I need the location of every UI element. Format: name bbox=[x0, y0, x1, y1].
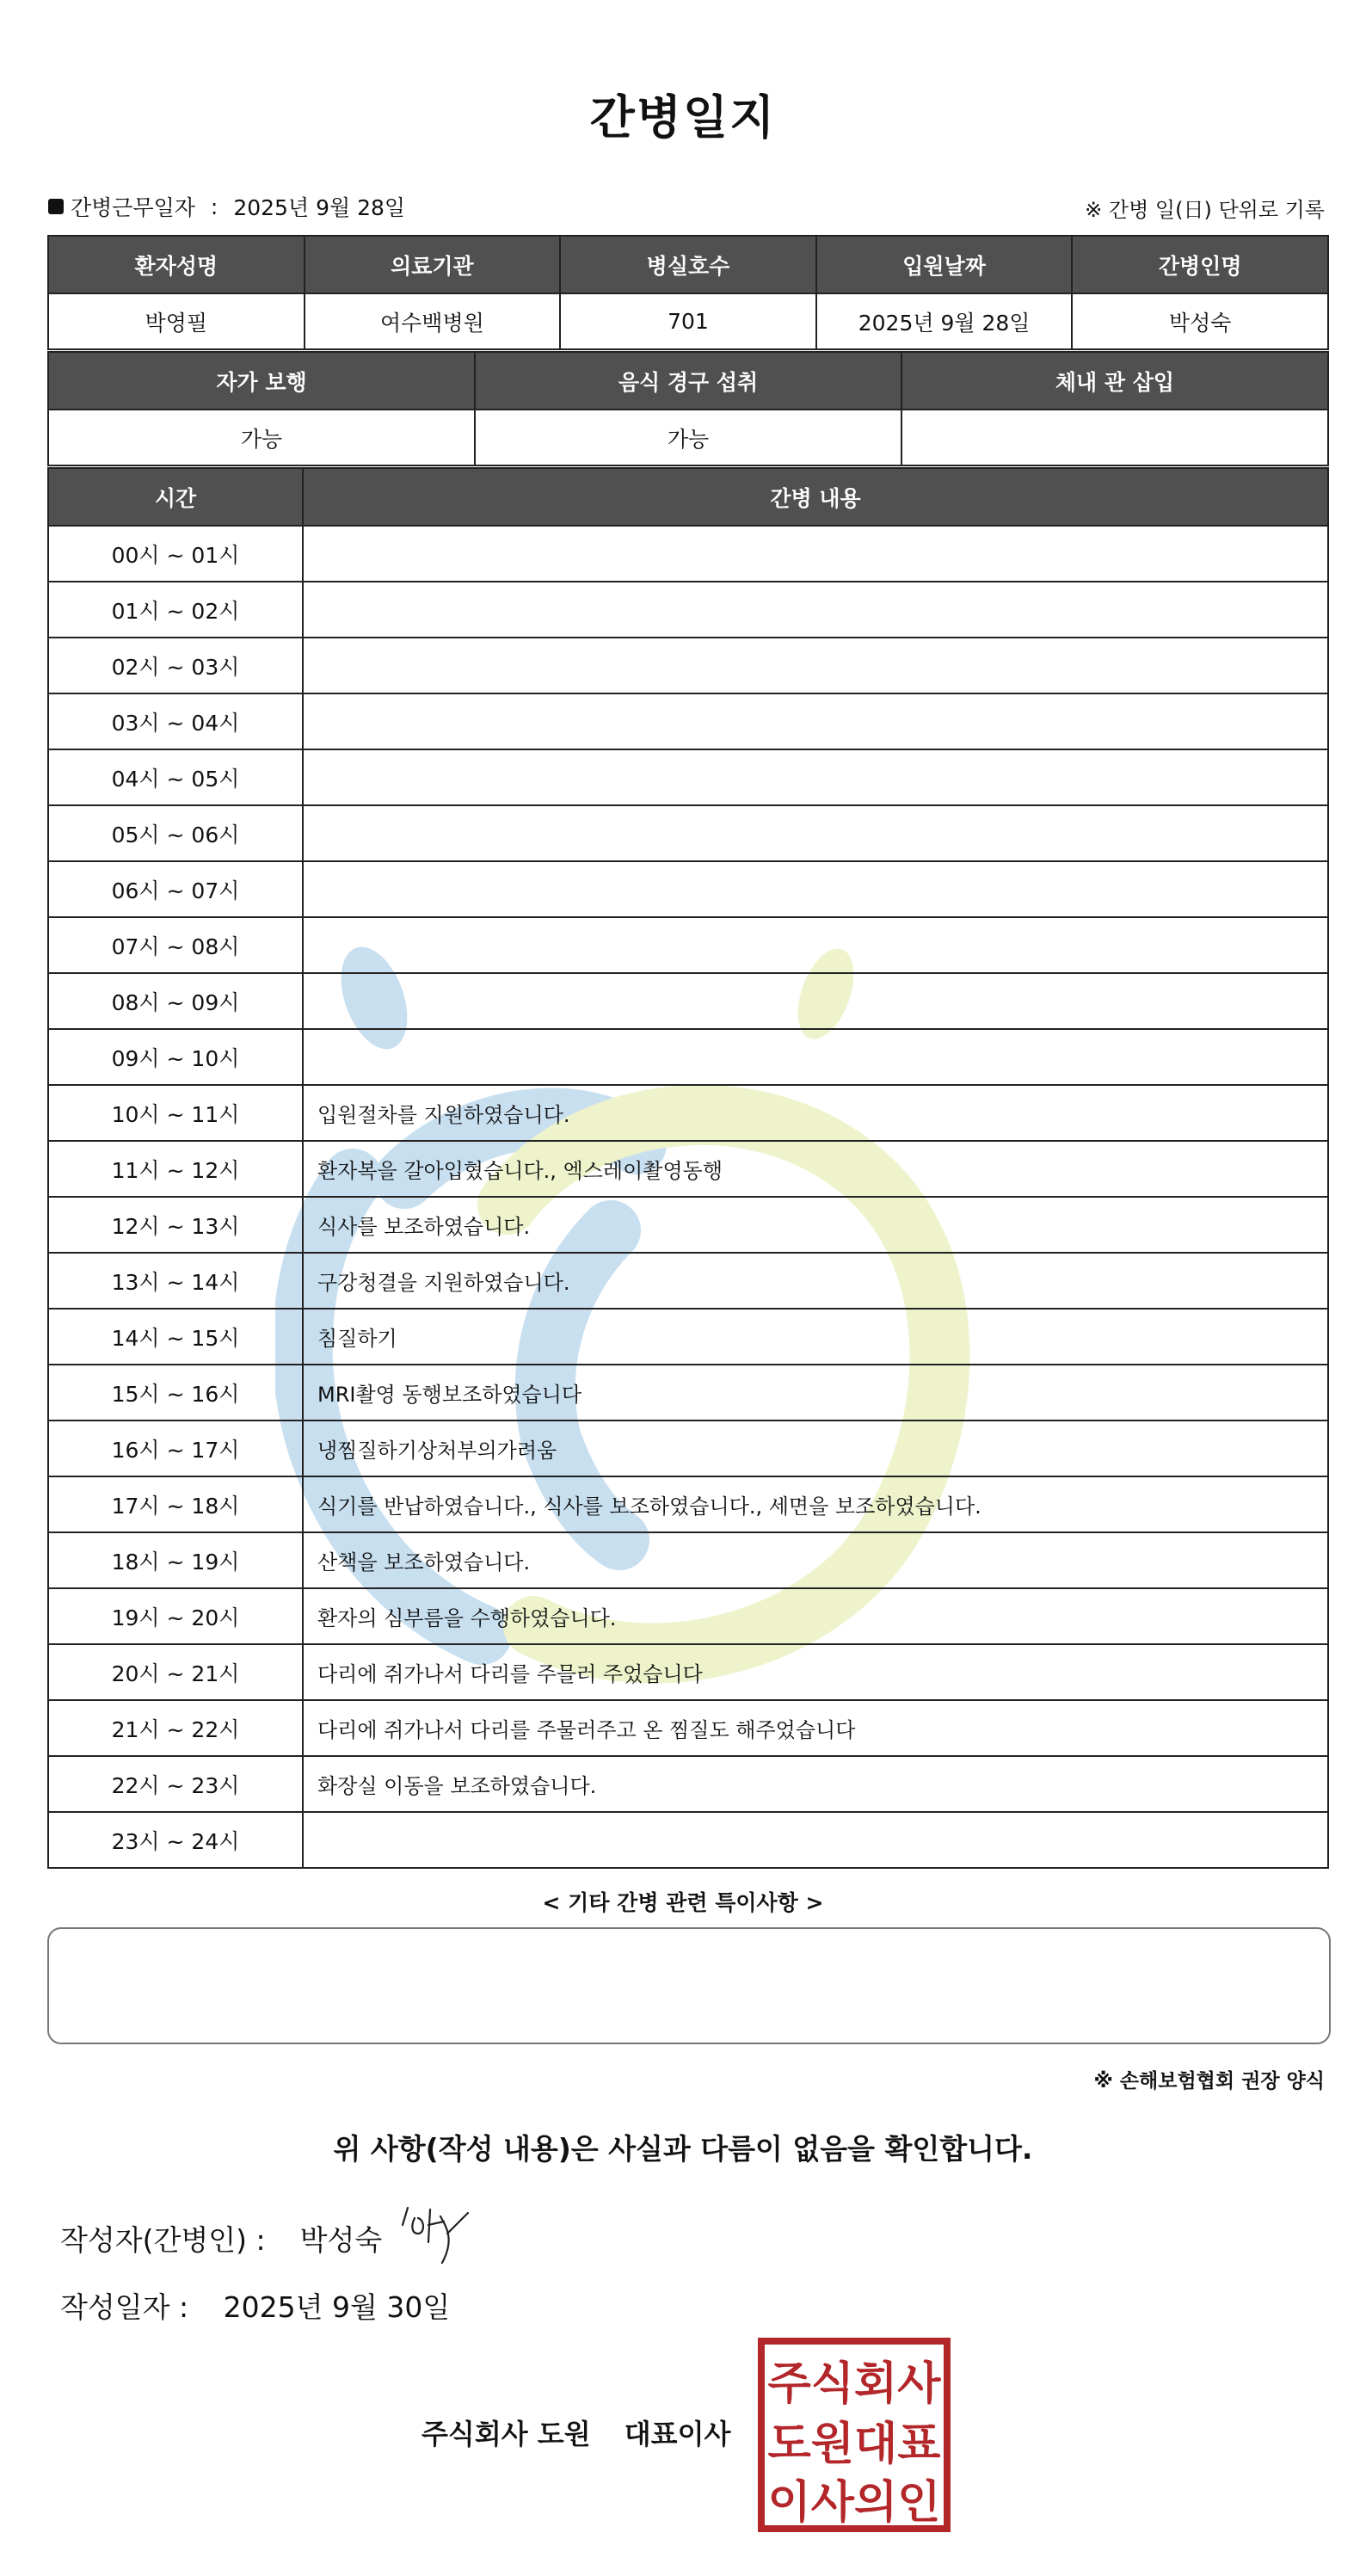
log-content: 산책을 보조하였습니다. bbox=[303, 1532, 1328, 1588]
time-column-header: 시간 bbox=[48, 468, 303, 526]
log-content bbox=[303, 693, 1328, 749]
remarks-title: < 기타 간병 관련 특이사항 > bbox=[542, 1890, 824, 1915]
log-row bbox=[48, 1532, 1328, 1588]
log-row bbox=[48, 1197, 1328, 1253]
log-time: 05시 ~ 06시 bbox=[48, 805, 303, 861]
writer-name: 박성숙 bbox=[299, 2223, 383, 2257]
work-date-label: 간병근무일자 bbox=[71, 195, 195, 220]
page-title: 간병일지 bbox=[589, 90, 777, 145]
handwritten-signature bbox=[387, 2199, 482, 2268]
admission-date: 2025년 9월 28일 bbox=[816, 293, 1073, 349]
written-date-label: 작성일자 : bbox=[60, 2290, 189, 2324]
log-time: 21시 ~ 22시 bbox=[48, 1700, 303, 1756]
log-content bbox=[303, 973, 1328, 1029]
log-content bbox=[303, 861, 1328, 917]
status-header: 체내 관 삽입 bbox=[901, 352, 1328, 410]
log-content: 식사를 보조하였습니다. bbox=[303, 1197, 1328, 1253]
care-log-rows bbox=[48, 526, 1328, 1868]
info-header: 의료기관 bbox=[305, 236, 561, 293]
care-log-table bbox=[47, 467, 1329, 1869]
log-content bbox=[303, 1812, 1328, 1868]
room-number: 701 bbox=[560, 293, 816, 349]
log-row bbox=[48, 749, 1328, 805]
log-row bbox=[48, 1420, 1328, 1476]
log-time: 16시 ~ 17시 bbox=[48, 1420, 303, 1476]
svg-text:이사의인: 이사의인 bbox=[767, 2477, 941, 2529]
log-content: MRI촬영 동행보조하였습니다 bbox=[303, 1365, 1328, 1420]
log-time: 06시 ~ 07시 bbox=[48, 861, 303, 917]
oral-intake-status: 가능 bbox=[475, 410, 901, 465]
log-row bbox=[48, 917, 1328, 973]
log-row bbox=[48, 638, 1328, 693]
log-time: 10시 ~ 11시 bbox=[48, 1085, 303, 1141]
log-content bbox=[303, 805, 1328, 861]
log-content: 구강청결을 지원하였습니다. bbox=[303, 1253, 1328, 1309]
status-header: 음식 경구 섭취 bbox=[475, 352, 901, 410]
log-row bbox=[48, 805, 1328, 861]
svg-text:주식회사: 주식회사 bbox=[767, 2358, 941, 2410]
log-content bbox=[303, 1029, 1328, 1085]
patient-info-table bbox=[47, 235, 1329, 350]
log-row bbox=[48, 1588, 1328, 1644]
log-content bbox=[303, 526, 1328, 582]
remarks-box bbox=[47, 1927, 1331, 2044]
log-time: 04시 ~ 05시 bbox=[48, 749, 303, 805]
status-header: 자가 보행 bbox=[48, 352, 475, 410]
log-content: 환자복을 갈아입혔습니다., 엑스레이촬영동행 bbox=[303, 1141, 1328, 1197]
info-header: 병실호수 bbox=[560, 236, 816, 293]
log-time: 14시 ~ 15시 bbox=[48, 1309, 303, 1365]
log-content: 화장실 이동을 보조하였습니다. bbox=[303, 1756, 1328, 1812]
log-row bbox=[48, 1476, 1328, 1532]
company-title: 대표이사 bbox=[624, 2418, 731, 2450]
info-header: 간병인명 bbox=[1072, 236, 1328, 293]
log-row bbox=[48, 861, 1328, 917]
company-name: 주식회사 도원 bbox=[421, 2418, 591, 2450]
caregiver-name: 박성숙 bbox=[1072, 293, 1328, 349]
info-header: 입원날짜 bbox=[816, 236, 1073, 293]
form-source-note: ※ 손해보험협회 권장 양식 bbox=[1093, 2070, 1325, 2092]
log-time: 12시 ~ 13시 bbox=[48, 1197, 303, 1253]
company-signature-line bbox=[421, 2413, 754, 2452]
svg-text:도원대표: 도원대표 bbox=[767, 2419, 941, 2470]
log-content: 식기를 반납하였습니다., 식사를 보조하였습니다., 세면을 보조하였습니다. bbox=[303, 1476, 1328, 1532]
log-row bbox=[48, 526, 1328, 582]
log-content bbox=[303, 917, 1328, 973]
log-content bbox=[303, 638, 1328, 693]
log-time: 00시 ~ 01시 bbox=[48, 526, 303, 582]
log-row bbox=[48, 973, 1328, 1029]
log-row bbox=[48, 1756, 1328, 1812]
log-time: 08시 ~ 09시 bbox=[48, 973, 303, 1029]
walking-status: 가능 bbox=[48, 410, 475, 465]
log-content: 다리에 쥐가나서 다리를 주믈러 주었습니다 bbox=[303, 1644, 1328, 1700]
confirmation-statement: 위 사항(작성 내용)은 사실과 다름이 없음을 확인합니다. bbox=[333, 2132, 1033, 2166]
log-content: 침질하기 bbox=[303, 1309, 1328, 1365]
log-time: 03시 ~ 04시 bbox=[48, 693, 303, 749]
log-content bbox=[303, 749, 1328, 805]
content-column-header: 간병 내용 bbox=[303, 468, 1328, 526]
writer-row bbox=[60, 2218, 382, 2259]
log-content: 냉찜질하기상처부의가려움 bbox=[303, 1420, 1328, 1476]
square-bullet-icon bbox=[48, 199, 64, 214]
log-row bbox=[48, 1365, 1328, 1420]
log-time: 17시 ~ 18시 bbox=[48, 1476, 303, 1532]
log-row bbox=[48, 693, 1328, 749]
written-date-row bbox=[60, 2285, 450, 2326]
writer-label: 작성자(간병인) : bbox=[60, 2223, 266, 2257]
log-row bbox=[48, 1812, 1328, 1868]
log-row bbox=[48, 1085, 1328, 1141]
log-time: 01시 ~ 02시 bbox=[48, 582, 303, 638]
log-time: 11시 ~ 12시 bbox=[48, 1141, 303, 1197]
log-row bbox=[48, 1309, 1328, 1365]
hospital-name: 여수백병원 bbox=[305, 293, 561, 349]
log-row bbox=[48, 1029, 1328, 1085]
log-content: 다리에 쥐가나서 다리를 주물러주고 온 찜질도 해주었습니다 bbox=[303, 1700, 1328, 1756]
written-date-value: 2025년 9월 30일 bbox=[223, 2290, 451, 2324]
log-time: 23시 ~ 24시 bbox=[48, 1812, 303, 1868]
company-seal-stamp bbox=[757, 2337, 951, 2533]
log-time: 02시 ~ 03시 bbox=[48, 638, 303, 693]
unit-note: ※ 간병 일(日) 단위로 기록 bbox=[1085, 198, 1325, 222]
log-time: 13시 ~ 14시 bbox=[48, 1253, 303, 1309]
log-time: 09시 ~ 10시 bbox=[48, 1029, 303, 1085]
log-row bbox=[48, 1700, 1328, 1756]
log-row bbox=[48, 582, 1328, 638]
log-content: 환자의 심부름을 수행하였습니다. bbox=[303, 1588, 1328, 1644]
work-date-value: 2025년 9월 28일 bbox=[233, 195, 406, 220]
log-time: 15시 ~ 16시 bbox=[48, 1365, 303, 1420]
log-time: 19시 ~ 20시 bbox=[48, 1588, 303, 1644]
log-time: 18시 ~ 19시 bbox=[48, 1532, 303, 1588]
log-time: 20시 ~ 21시 bbox=[48, 1644, 303, 1700]
log-row bbox=[48, 1253, 1328, 1309]
log-row bbox=[48, 1644, 1328, 1700]
log-content: 입원절차를 지원하였습니다. bbox=[303, 1085, 1328, 1141]
log-content bbox=[303, 582, 1328, 638]
patient-status-table bbox=[47, 351, 1329, 466]
info-header: 환자성명 bbox=[48, 236, 305, 293]
patient-name: 박영필 bbox=[48, 293, 305, 349]
work-date-row bbox=[48, 191, 405, 222]
log-row bbox=[48, 1141, 1328, 1197]
log-time: 22시 ~ 23시 bbox=[48, 1756, 303, 1812]
tube-insertion-status bbox=[901, 410, 1328, 465]
log-time: 07시 ~ 08시 bbox=[48, 917, 303, 973]
work-date-separator: : bbox=[210, 194, 218, 219]
